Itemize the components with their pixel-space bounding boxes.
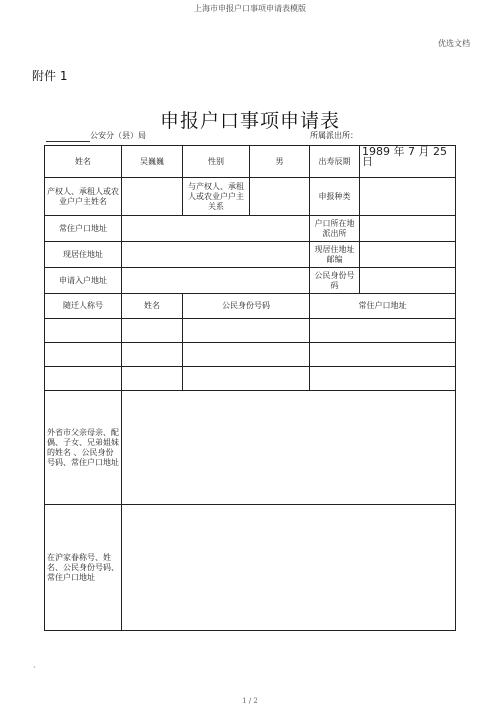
- sub-header-id: 公民身份号码: [183, 294, 310, 319]
- reg-station-label: 户口所在地派出所: [310, 216, 360, 242]
- move-in-label: 申请入户地址: [45, 268, 122, 294]
- table-row: [45, 319, 456, 343]
- apply-type-label: 申报种类: [310, 178, 360, 216]
- reg-address-value: [122, 216, 310, 242]
- outprov-relatives-label: 外省市父亲母亲、配偶、子女、兄弟姐妹的姓名 、公民身份号码、常住户口地址: [45, 391, 122, 505]
- document-tag: 优选文档: [438, 39, 470, 48]
- bureau-blank-line: [46, 141, 90, 142]
- postcode-value: [360, 242, 456, 268]
- shanghai-relatives-value: [122, 505, 456, 631]
- reg-station-value: [360, 216, 456, 242]
- birth-label: 出寿辰期: [310, 146, 360, 178]
- sub-header-name: 姓名: [122, 294, 183, 319]
- attachment-label: 附件 1: [32, 69, 68, 83]
- outprov-relatives-value: [122, 391, 456, 505]
- owner-label: 产权人、承租人或农业户户主姓名: [45, 178, 122, 216]
- bureau-label: 公安分（县）局: [90, 131, 146, 140]
- document-header: 上海市申报户口事项申请表模版: [194, 4, 306, 13]
- apply-type-value: [360, 178, 456, 216]
- shanghai-relatives-label: 在沪家眷称号、姓名、公民身份号码、常住户口地址: [45, 505, 122, 631]
- footer-dot: ·: [33, 663, 36, 672]
- page-number: 1 / 2: [242, 697, 258, 705]
- gender-value: 男: [250, 146, 310, 178]
- name-label: 姓名: [45, 146, 122, 178]
- relation-label: 与产权人、承租人或农业户户主关系: [183, 178, 250, 216]
- owner-value: [122, 178, 183, 216]
- table-row: [45, 367, 456, 391]
- birth-value: 1989 年 7 月 25 日: [360, 146, 456, 178]
- id-label: 公民身份号码: [310, 268, 360, 294]
- postcode-label: 现居住地址邮编: [310, 242, 360, 268]
- reg-address-label: 常住户口地址: [45, 216, 122, 242]
- id-value: [360, 268, 456, 294]
- relation-value: [250, 178, 310, 216]
- move-in-value: [122, 268, 310, 294]
- table-row: [45, 343, 456, 367]
- name-value: 吴巍巍: [122, 146, 183, 178]
- gender-label: 性别: [183, 146, 250, 178]
- sub-header-relation: 随迁人称号: [45, 294, 122, 319]
- application-form-table: [44, 145, 456, 631]
- current-address-value: [122, 242, 310, 268]
- form-title: 申报户口事项申请表: [159, 110, 340, 132]
- sub-header-address: 常住户口地址: [310, 294, 456, 319]
- station-label: 所属派出所：: [310, 131, 358, 140]
- current-address-label: 现居住地址: [45, 242, 122, 268]
